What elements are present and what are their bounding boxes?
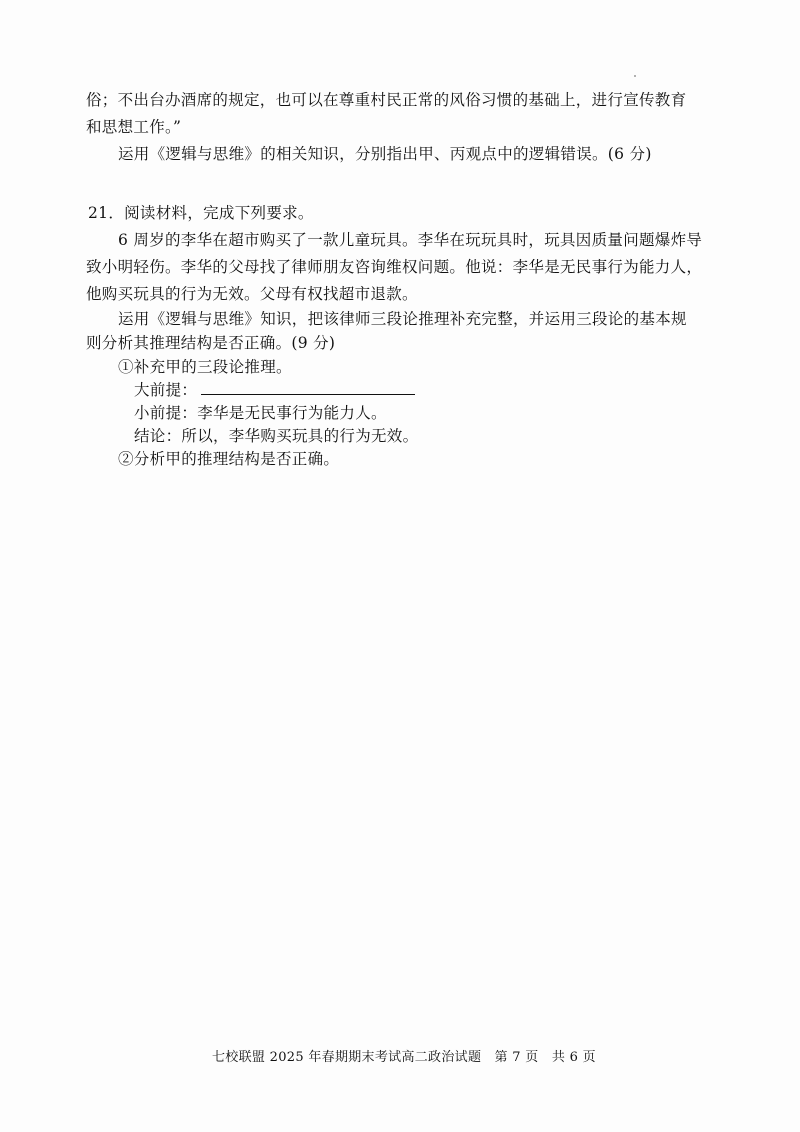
- q20-task: 运用《逻辑与思维》的相关知识，分别指出甲、丙观点中的逻辑错误。(6 分): [118, 145, 652, 163]
- q21-material-line-1: 6 周岁的李华在超市购买了一款儿童玩具。李华在玩玩具时，玩具因质量问题爆炸导: [118, 231, 703, 249]
- q20-text-line-1: 俗；不出台办酒席的规定，也可以在尊重村民正常的风俗习惯的基础上，进行宣传教育: [86, 91, 687, 109]
- q21-subquestion-2: ②分析甲的推理结构是否正确。: [118, 450, 340, 468]
- q21-material-line-3: 他购买玩具的行为无效。父母有权找超市退款。: [86, 285, 418, 303]
- scan-speck: [634, 75, 636, 77]
- page-footer: 七校联盟 2025 年春期期末考试高二政治试题 第 7 页 共 6 页: [212, 1050, 596, 1065]
- conclusion: 结论：所以，李华购买玩具的行为无效。: [134, 427, 419, 445]
- q21-subquestion-1: ①补充甲的三段论推理。: [118, 358, 292, 376]
- q21-task-line-2: 则分析其推理结构是否正确。(9 分): [86, 334, 336, 352]
- major-premise-label: 大前提：: [134, 381, 198, 399]
- major-premise-blank[interactable]: [201, 380, 415, 395]
- q20-text-line-2: 和思想工作。”: [86, 118, 182, 136]
- q21-heading: 21．阅读材料，完成下列要求。: [88, 204, 314, 222]
- q21-task-line-1: 运用《逻辑与思维》知识，把该律师三段论推理补充完整，并运用三段论的基本规: [118, 310, 687, 328]
- minor-premise: 小前提：李华是无民事行为能力人。: [134, 404, 387, 422]
- q21-material-line-2: 致小明轻伤。李华的父母找了律师朋友咨询维权问题。他说：李华是无民事行为能力人，: [86, 258, 703, 276]
- major-premise-row: [134, 380, 415, 400]
